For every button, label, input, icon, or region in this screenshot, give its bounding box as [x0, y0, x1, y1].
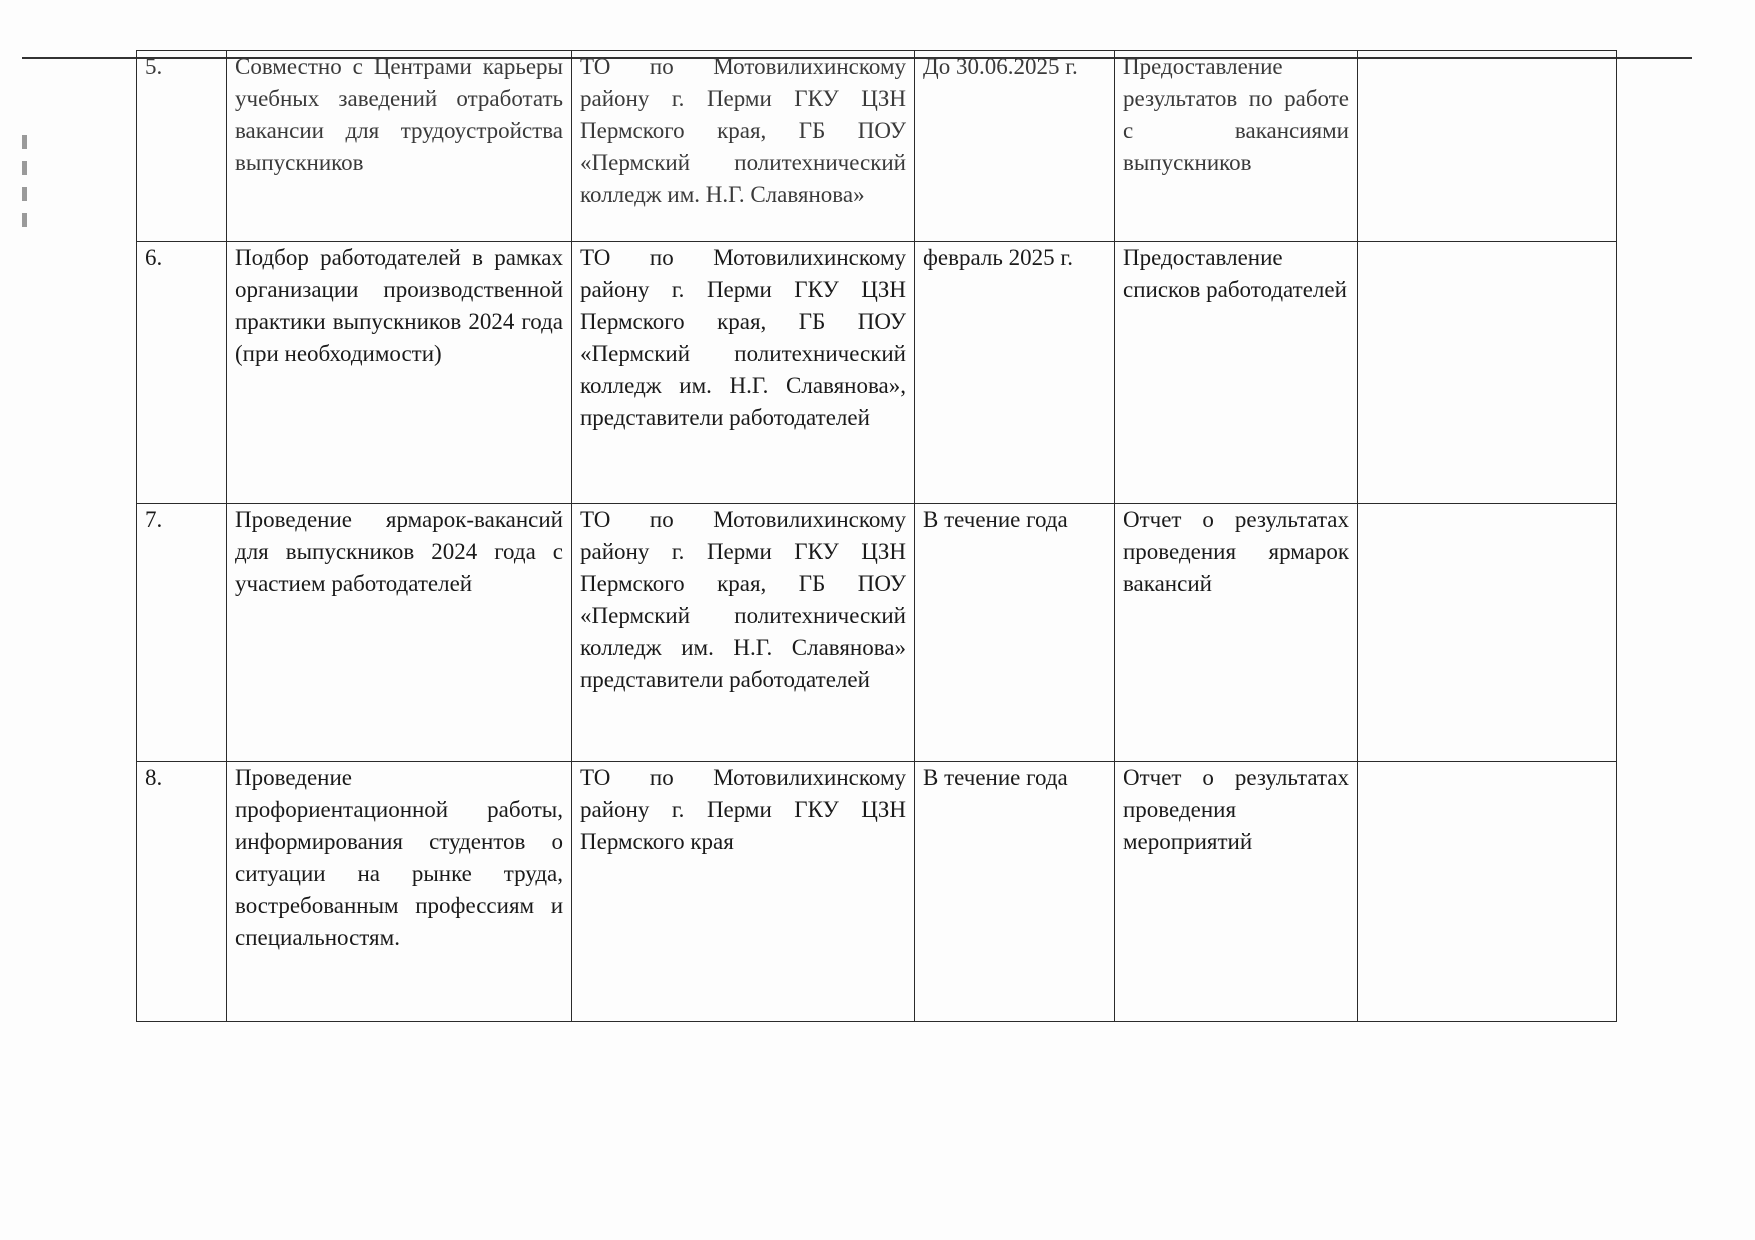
responsible-cell: ТО по Мотовилихинскому району г. Перми ГКУ ЦЗН Пермского края, ГБ ПОУ «Пермский политехнический колледж им. Н.Г. Славянова»: [572, 51, 915, 242]
table-row: [137, 242, 1617, 504]
note-cell: [1358, 504, 1617, 762]
deadline-cell: В течение года: [915, 762, 1115, 1022]
note-cell: [1358, 242, 1617, 504]
scan-margin-marks: [22, 135, 28, 235]
result-cell: Отчет о результатах проведения мероприятий: [1115, 762, 1358, 1022]
table-row: [137, 762, 1617, 1022]
row-number: 5.: [137, 51, 227, 242]
activity-cell: Проведение профориентационной работы, информирования студентов о ситуации на рынке труда, востребованным профессиям и специальностям.: [227, 762, 572, 1022]
activity-cell: Проведение ярмарок-вакансий для выпускников 2024 года с участием работодателей: [227, 504, 572, 762]
result-cell: Предоставление списков работодателей: [1115, 242, 1358, 504]
responsible-cell: ТО по Мотовилихинскому району г. Перми ГКУ ЦЗН Пермского края: [572, 762, 915, 1022]
responsible-cell: ТО по Мотовилихинскому району г. Перми ГКУ ЦЗН Пермского края, ГБ ПОУ «Пермский политехнический колледж им. Н.Г. Славянова», представители работодателей: [572, 242, 915, 504]
deadline-cell: До 30.06.2025 г.: [915, 51, 1115, 242]
row-number: 8.: [137, 762, 227, 1022]
action-plan-table: [136, 50, 1617, 1022]
activity-cell: Совместно с Центрами карьеры учебных заведений отработать вакансии для трудоустройства выпускников: [227, 51, 572, 242]
table-row: [137, 51, 1617, 242]
result-cell: Предоставление результатов по работе с вакансиями выпускников: [1115, 51, 1358, 242]
responsible-cell: ТО по Мотовилихинскому району г. Перми ГКУ ЦЗН Пермского края, ГБ ПОУ «Пермский политехнический колледж им. Н.Г. Славянова» представители работодателей: [572, 504, 915, 762]
deadline-cell: В течение года: [915, 504, 1115, 762]
row-number: 6.: [137, 242, 227, 504]
note-cell: [1358, 762, 1617, 1022]
deadline-cell: февраль 2025 г.: [915, 242, 1115, 504]
note-cell: [1358, 51, 1617, 242]
table-row: [137, 504, 1617, 762]
row-number: 7.: [137, 504, 227, 762]
result-cell: Отчет о результатах проведения ярмарок вакансий: [1115, 504, 1358, 762]
activity-cell: Подбор работодателей в рамках организации производственной практики выпускников 2024 года (при необходимости): [227, 242, 572, 504]
